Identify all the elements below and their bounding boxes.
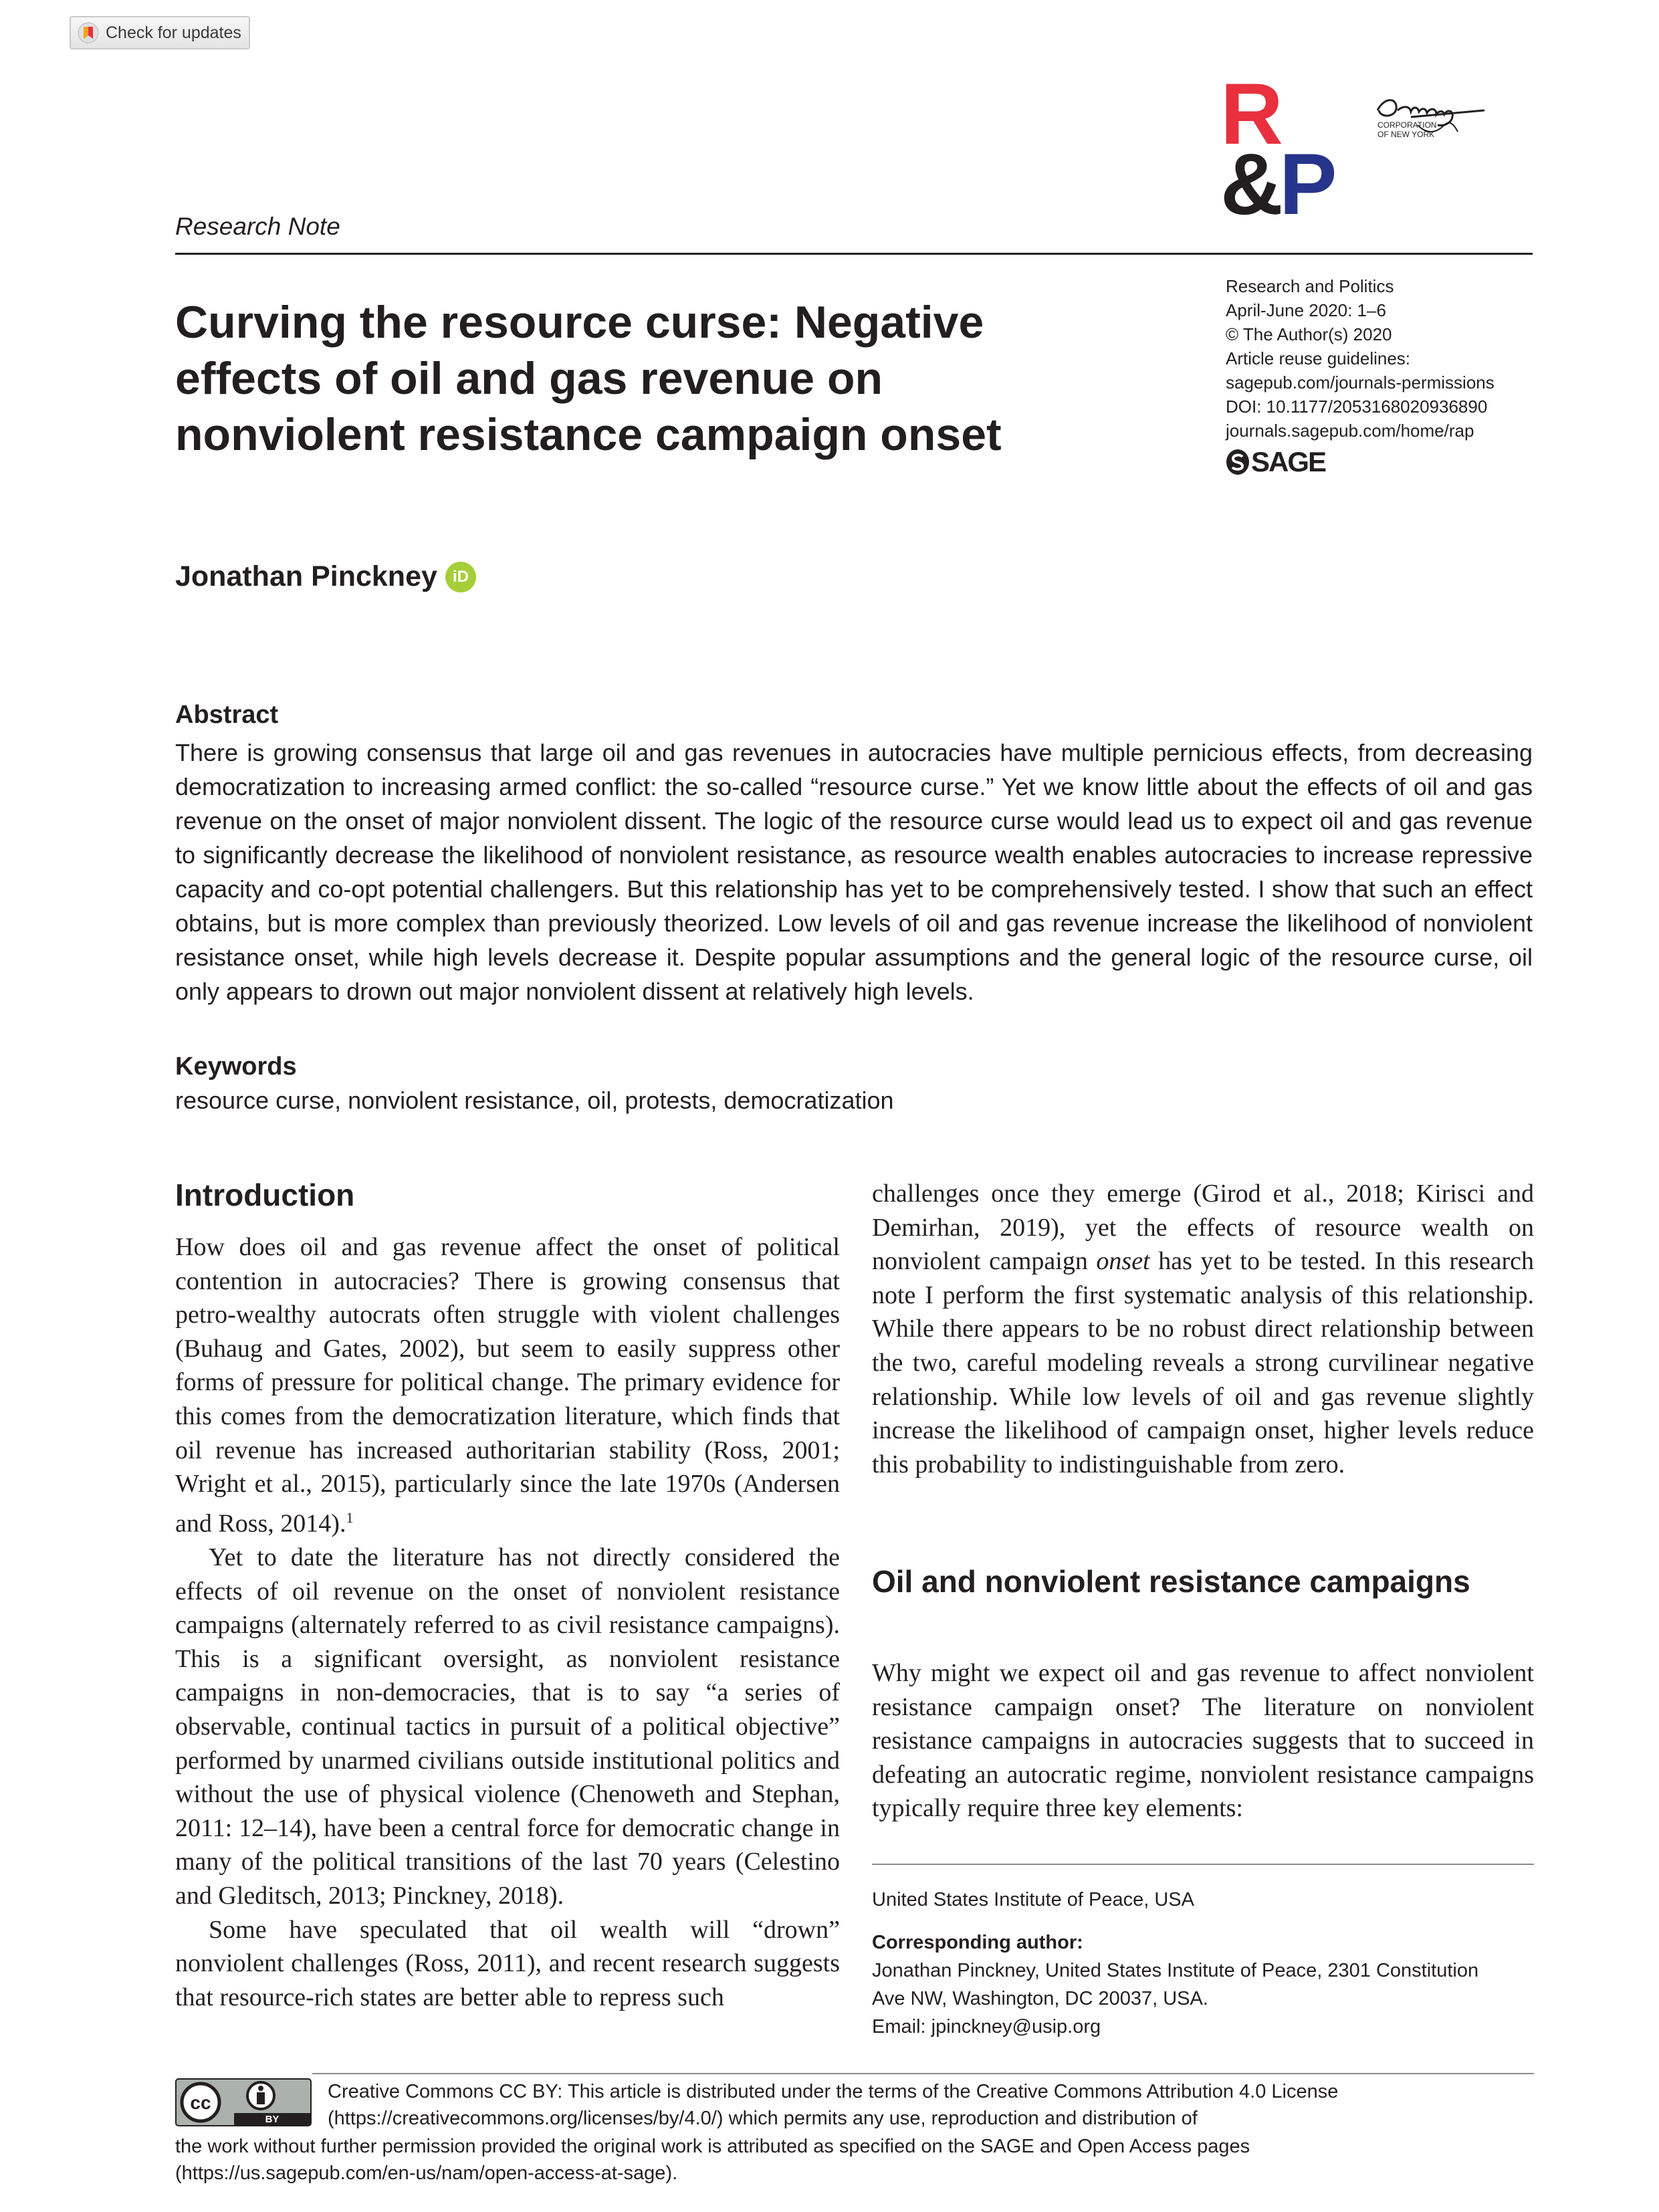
carnegie-sub1: CORPORATION <box>1377 120 1437 130</box>
license-line: the work without further permission provided the original work is attributed as specified on the SAGE and Open Access pages <box>175 2136 1250 2157</box>
license-link-line[interactable]: (https://creativecommons.org/licenses/by/4.0/) which permits any use, reproduction and distribution of <box>328 2108 1198 2129</box>
header-rule <box>175 253 1533 255</box>
emphasis-text: onset <box>1096 1247 1150 1276</box>
logo-letter-r: R <box>1220 65 1279 162</box>
paragraph <box>872 1177 1534 1481</box>
body-column-left <box>175 1230 840 2014</box>
journal-reuse-label: Article reuse guidelines: <box>1226 348 1411 368</box>
journal-name: Research and Politics <box>1226 276 1394 296</box>
journal-logo <box>1220 65 1367 233</box>
author-line <box>175 560 476 593</box>
carnegie-logo <box>1371 90 1498 150</box>
license-link-line[interactable]: (https://us.sagepub.com/en-us/nam/open-access-at-sage). <box>175 2163 678 2184</box>
keywords-heading: Keywords <box>175 1053 297 1081</box>
license-rule <box>312 2073 1534 2074</box>
paragraph-text: has yet to be tested. In this research note I perform the first systematic analysis of this relationship. While there appears to be no robust direct relationship between the two, careful modeling reveals a strong curvilinear negative relationship. While low levels of oil and gas revenue slightly increase the likelihood of campaign onset, higher levels reduce this probability to indistinguishable from zero. <box>872 1247 1534 1478</box>
affiliation: United States Institute of Peace, USA <box>872 1889 1194 1910</box>
paragraph: Yet to date the literature has not directly considered the effects of oil revenue on the onset of nonviolent resistance campaigns (alternately referred to as civil resistance campaigns). This is a significant oversight, as nonviolent resistance campaigns in non-democracies, that is to say “a series of observable, continual tactics in pursuit of a political objective” performed by unarmed civilians outside institutional politics and without the use of physical violence (Chenoweth and Stephan, 2011: 12–14), have been a central force for democratic change in many of the political transitions of the last 70 years (Celestino and Gleditsch, 2013; Pinckney, 2018). <box>175 1543 840 1910</box>
journal-permissions-link[interactable]: sagepub.com/journals-permissions <box>1226 372 1495 393</box>
paragraph: Why might we expect oil and gas revenue to affect nonviolent resistance campaign onset? The literature on nonviolent resistance campaigns in autocracies suggests that to succeed in defeating an autocratic regime, nonviolent resistance campaigns typically require three key elements: <box>872 1659 1534 1823</box>
sage-s-icon <box>1226 449 1250 475</box>
license-text-top <box>328 2078 1538 2132</box>
paragraph-text: challenges once they emerge (Girod et al., 2018; Kirisci and Demirhan, 2019), yet the effects of resource wealth on nonviolent campaign <box>872 1180 1534 1276</box>
abstract-text: There is growing consensus that large oil and gas revenues in autocracies have multiple pernicious effects, from decreasing democratization to increasing armed conflict: the so-called “resource curse.” Yet we know little about the effects of oil and gas revenue on the onset of major nonviolent dissent. The logic of the resource curse would lead us to expect oil and gas revenue to significantly decrease the likelihood of nonviolent resistance, as resource wealth enables autocracies to increase repressive capacity and co-opt potential challengers. But this relationship has yet to be comprehensively tested. I show that such an effect obtains, but is more complex than previously theorized. Low levels of oil and gas revenue increase the likelihood of nonviolent resistance onset, while high levels decrease it. Despite popular assumptions and the general logic of the resource curse, oil only appears to drown out major nonviolent dissent at relatively high levels. <box>175 739 1533 1005</box>
article-title-line: nonviolent resistance campaign onset <box>175 409 1002 460</box>
check-for-updates-label: Check for updates <box>106 23 241 42</box>
cc-badge-left-text: cc <box>190 2092 211 2113</box>
license-text-bottom <box>175 2133 1539 2187</box>
article-type: Research Note <box>175 213 340 240</box>
orcid-icon[interactable]: iD <box>445 562 476 592</box>
journal-homepage-link[interactable]: journals.sagepub.com/home/rap <box>1226 421 1474 441</box>
logo-amp-p: &P <box>1220 135 1333 233</box>
journal-doi[interactable]: DOI: 10.1177/2053168020936890 <box>1226 397 1488 417</box>
journal-copyright: © The Author(s) 2020 <box>1226 324 1392 344</box>
body-column-right <box>872 1177 1534 1481</box>
corresponding-line: Jonathan Pinckney, United States Institute of Peace, 2301 Constitution <box>872 1960 1479 1981</box>
keywords-text: resource curse, nonviolent resistance, oil, protests, democratization <box>175 1087 894 1114</box>
carnegie-sub2: OF NEW YORK <box>1377 130 1435 139</box>
journal-info <box>1226 274 1547 443</box>
sage-logo-text: SAGE <box>1251 446 1326 477</box>
cc-by-license-icon[interactable] <box>175 2078 312 2126</box>
paragraph-text: How does oil and gas revenue affect the onset of political contention in autocracies? There is growing consensus that petro-wealthy autocrats often struggle with violent challenges (Buhaug and Gates, 2002), but seem to easily suppress other forms of pressure for political change. The primary evidence for this comes from the democratization literature, which finds that oil revenue has increased authoritarian stability (Ross, 2001; Wright et al., 2015), particularly since the late 1970s (Andersen and Ross, 2014). <box>175 1233 840 1538</box>
license-line: Creative Commons CC BY: This article is distributed under the terms of the Creative Commons Attribution 4.0 License <box>328 2081 1339 2102</box>
sage-logo <box>1226 447 1339 477</box>
article-title <box>175 294 1111 463</box>
author-name: Jonathan Pinckney <box>175 560 437 592</box>
paragraph: Some have speculated that oil wealth will “drown” nonviolent challenges (Ross, 2011), and recent research suggests that resource-rich states are better able to repress such <box>175 1915 840 2011</box>
body-column-right-lower <box>872 1656 1534 1826</box>
article-title-line: Curving the resource curse: Negative <box>175 297 984 348</box>
corresponding-heading: Corresponding author: <box>872 1932 1083 1953</box>
article-title-line: effects of oil and gas revenue on <box>175 353 883 404</box>
check-for-updates-button[interactable] <box>70 16 250 49</box>
crossmark-icon <box>78 22 99 43</box>
author-footnote <box>872 1886 1534 2041</box>
corresponding-email[interactable]: Email: jpinckney@usip.org <box>872 2016 1101 2037</box>
corresponding-line: Ave NW, Washington, DC 20037, USA. <box>872 1988 1208 2009</box>
journal-issue: April-June 2020: 1–6 <box>1226 300 1386 320</box>
paragraph <box>175 1230 840 1541</box>
footnote-rule <box>872 1864 1534 1865</box>
section-heading-oil: Oil and nonviolent resistance campaigns <box>872 1564 1470 1599</box>
cc-badge-right-text: BY <box>265 2114 280 2125</box>
abstract-heading: Abstract <box>175 701 279 729</box>
footnote-marker[interactable]: 1 <box>346 1509 354 1526</box>
section-heading-introduction: Introduction <box>175 1178 355 1212</box>
